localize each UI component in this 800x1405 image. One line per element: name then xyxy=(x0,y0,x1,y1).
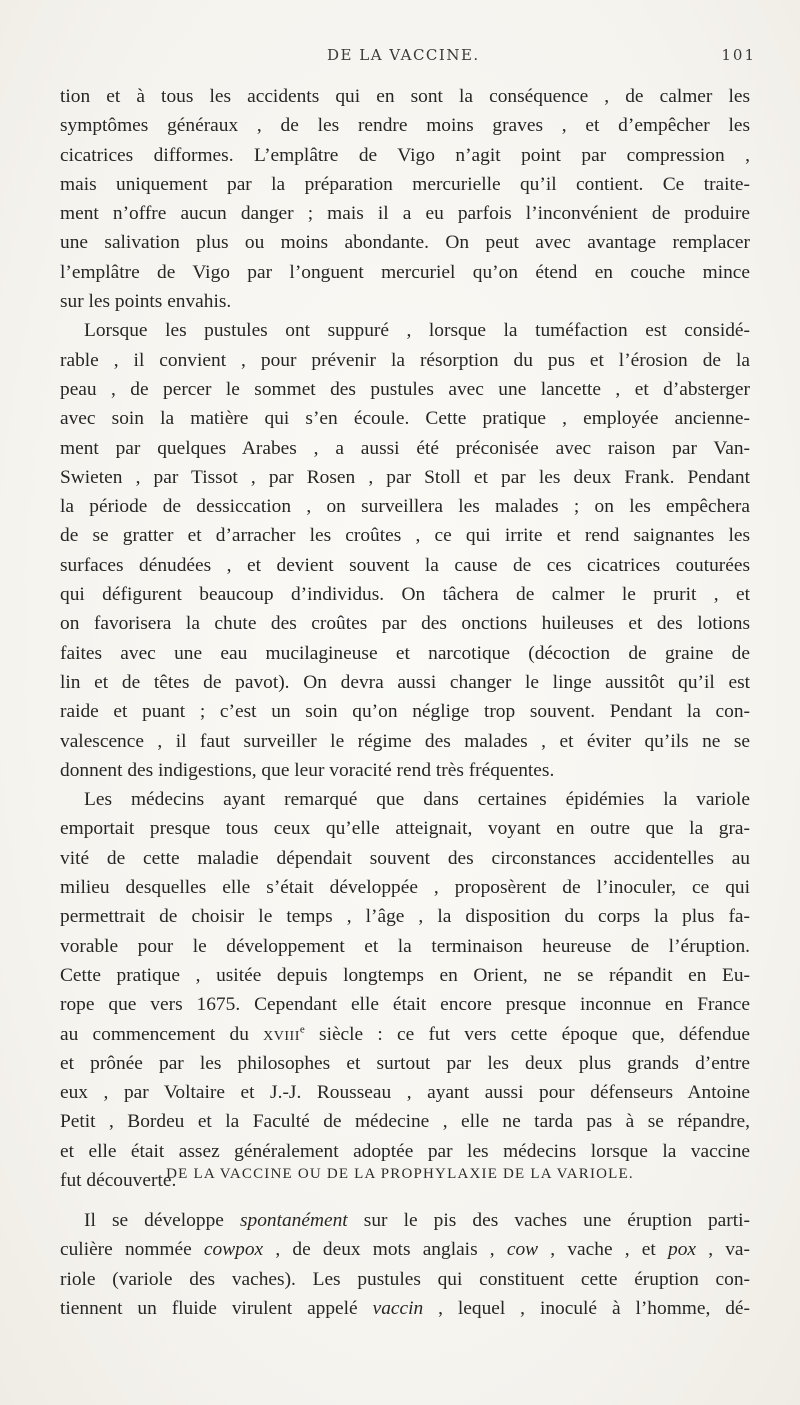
text-line: fut découverte. xyxy=(60,1169,177,1191)
text-line: une salivation plus ou moins abondante. On peut avec avantage remplacer xyxy=(60,232,750,254)
text-line: raide et puant ; c’est un soin qu’on néglige trop souvent. Pendant la con- xyxy=(60,701,750,723)
text-line: et prônée par les philosophes et surtout par les deux plus grands d’entre xyxy=(60,1052,750,1074)
text-fragment: siècle : ce fut vers cette époque que, défendue xyxy=(304,1023,750,1045)
text-line: eux , par Voltaire et J.-J. Rousseau , ayant aussi pour défenseurs Antoine xyxy=(60,1082,750,1104)
text-line: tion et à tous les accidents qui en sont la conséquence , de calmer les xyxy=(60,86,750,107)
italic-term: cowpox xyxy=(203,1239,264,1261)
text-fragment: sur le pis des vaches une éruption parti- xyxy=(347,1210,750,1231)
text-line: sur les points envahis. xyxy=(60,291,232,313)
text-line: de se gratter et d’arracher les croûtes , ce qui irrite et rend saignantes les xyxy=(60,525,750,547)
text-line: donnent des indigestions, que leur voracité rend très fréquentes. xyxy=(60,759,555,781)
text-line: et elle était assez généralement adoptée par les médecins lorsque la vaccine xyxy=(60,1140,750,1162)
page-header xyxy=(0,46,800,70)
text-fragment: tiennent un fluide virulent appelé xyxy=(60,1297,373,1319)
text-line: ment n’offre aucun danger ; mais il a eu parfois l’inconvénient de produire xyxy=(60,203,750,225)
text-line: mais uniquement par la préparation mercurielle qu’il contient. Ce traite- xyxy=(60,173,750,195)
text-line: permettrait de choisir le temps , l’âge , la disposition du corps la plus fa- xyxy=(60,906,750,928)
text-line: qui défigurent beaucoup d’individus. On tâchera de calmer le prurit , et xyxy=(60,584,750,606)
text-fragment: , va- xyxy=(696,1239,750,1261)
text-line: Les médecins ayant remarqué que dans certaines épidémies la variole xyxy=(84,789,750,811)
text-line xyxy=(60,1206,750,1235)
text-line xyxy=(60,1020,750,1049)
text-line: Cette pratique , usitée depuis longtemps en Orient, ne se répandit en Eu- xyxy=(60,964,750,986)
text-line: symptômes généraux , de les rendre moins graves , et d’empêcher les xyxy=(60,115,750,137)
text-fragment: Il se développe xyxy=(84,1210,240,1231)
text-line: avec soin la matière qui s’en écoule. Cette pratique , employée ancienne- xyxy=(60,408,750,430)
text-line: riole (variole des vaches). Les pustules qui constituent cette éruption con- xyxy=(60,1268,750,1290)
text-line xyxy=(60,1235,750,1264)
text-line: lin et de têtes de pavot). On devra aussi changer le linge aussitôt qu’il est xyxy=(60,671,750,693)
text-line: ment par quelques Arabes , a aussi été préconisée avec raison par Van- xyxy=(60,437,750,459)
text-fragment: culière nommée xyxy=(60,1239,204,1261)
text-line: valescence , il faut surveiller le régime des malades , et éviter qu’ils ne se xyxy=(60,730,750,752)
text-line: Petit , Bordeu et la Faculté de médecine , elle ne tarda pas à se répandre, xyxy=(60,1111,750,1133)
italic-term: cow xyxy=(506,1239,539,1261)
text-line: on favorisera la chute des croûtes par des onctions huileuses et des lotions xyxy=(60,613,750,635)
text-line: Lorsque les pustules ont suppuré , lorsque la tuméfaction est considé- xyxy=(84,320,750,342)
text-line: la période de dessiccation , on surveillera les malades ; on les empêchera xyxy=(60,496,750,518)
text-fragment: , de deux mots anglais , xyxy=(263,1239,507,1261)
text-line: peau , de percer le sommet des pustules avec une lancette , et d’absterger xyxy=(60,378,750,400)
text-line: Swieten , par Tissot , par Rosen , par Stoll et par les deux Frank. Pendant xyxy=(60,466,750,488)
italic-term: spontanément xyxy=(239,1210,348,1231)
text-line: faites avec une eau mucilagineuse et narcotique (décoction de graine de xyxy=(60,642,750,664)
text-line: milieu desquelles elle s’était développée , proposèrent de l’inoculer, ce qui xyxy=(60,877,750,899)
century-numeral: XVIII xyxy=(263,1028,300,1044)
text-line xyxy=(60,1294,750,1323)
text-line: emportait presque tous ceux qu’elle atteignait, voyant en outre que la gra- xyxy=(60,818,750,840)
italic-term: pox xyxy=(668,1239,696,1261)
text-line: rope que vers 1675. Cependant elle était encore presque inconnue en France xyxy=(60,994,750,1016)
text-fragment: au commencement du xyxy=(60,1023,264,1045)
text-fragment: , vache , et xyxy=(538,1239,668,1261)
superscript: e xyxy=(299,1023,305,1036)
text-line: vorable pour le développement et la terminaison heureuse de l’éruption. xyxy=(60,935,750,957)
text-line: vité de cette maladie dépendait souvent des circonstances accidentelles au xyxy=(60,847,750,869)
running-title: DE LA VACCINE. xyxy=(327,46,480,64)
section-title: DE LA VACCINE OU DE LA PROPHYLAXIE DE LA VARIOLE. xyxy=(166,1166,634,1182)
italic-term: vaccin xyxy=(372,1297,424,1319)
text-fragment: , lequel , inoculé à l’homme, dé- xyxy=(423,1297,750,1319)
section-text xyxy=(60,1206,750,1323)
text-line: surfaces dénudées , et devient souvent la cause de ces cicatrices couturées xyxy=(60,554,750,576)
text-line: rable , il convient , pour prévenir la résorption du pus et l’érosion de la xyxy=(60,349,750,371)
page-number: 101 xyxy=(721,46,756,64)
text-line: l’emplâtre de Vigo par l’onguent mercuriel qu’on étend en couche mince xyxy=(60,261,750,283)
text-line: cicatrices difformes. L’emplâtre de Vigo n’agit point par compression , xyxy=(60,144,750,166)
main-text xyxy=(60,82,750,1195)
